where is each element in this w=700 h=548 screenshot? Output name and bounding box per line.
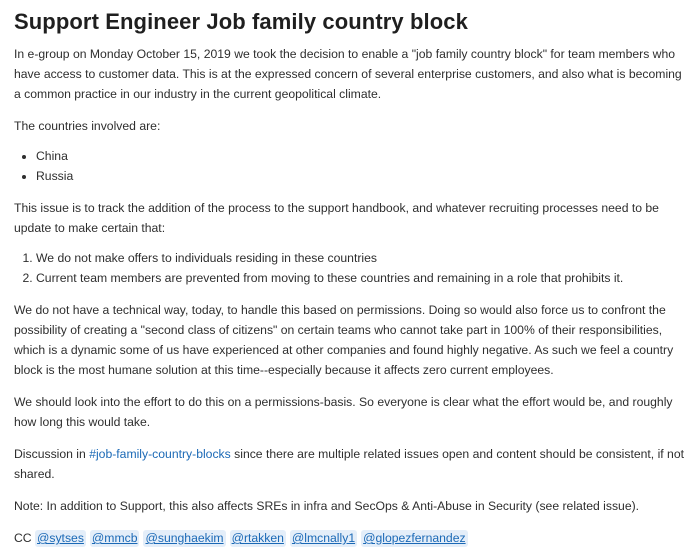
effort-paragraph: We should look into the effort to do this on a permissions-basis. So everyone is clear what the effort would be, and roughly how long this would take.: [14, 395, 673, 429]
discussion-paragraph: [14, 444, 690, 484]
user-mention[interactable]: @mmcb: [91, 531, 138, 545]
note-paragraph: Note: In addition to Support, this also affects SREs in infra and SecOps & Anti-Abuse in Security (see related issue).: [14, 499, 640, 513]
conditions-list: [14, 248, 690, 288]
user-mention[interactable]: @glopezfernandez: [363, 531, 466, 545]
countries-list: [14, 146, 690, 186]
channel-link[interactable]: #job-family-country-blocks: [89, 447, 231, 461]
list-item: 2. Current team members are prevented from moving to these countries and remaining in a role that prohibits it.: [36, 268, 690, 288]
user-mention[interactable]: @lmcnally1: [291, 531, 356, 545]
list-item: • China: [36, 146, 690, 166]
discussion-prefix: Discussion in: [14, 447, 90, 461]
cc-line: [14, 528, 690, 548]
discussion-suffix: since there are multiple related issues open and content should be consistent, if not shared.: [14, 447, 684, 481]
countries-intro: The countries involved are:: [14, 119, 161, 133]
user-mention[interactable]: @sunghaekim: [145, 531, 224, 545]
list-item: • Russia: [36, 166, 690, 186]
permissions-paragraph: We do not have a technical way, today, to handle this based on permissions. Doing so would also force us to confront the possibility of creating a "second class of citizens" on certain teams who cannot take part in 100% of their responsibilities, which is a dynamic some of us have experienced at other companies and found highly negative. As such we feel a country block is the most humane solution at this time--especially because it affects zero current employees.: [14, 303, 674, 377]
issue-title: Support Engineer Job family country block: [14, 9, 468, 34]
list-item: 1. We do not make offers to individuals residing in these countries: [36, 248, 690, 268]
user-mention[interactable]: @rtakken: [231, 531, 284, 545]
intro-paragraph: In e-group on Monday October 15, 2019 we took the decision to enable a "job family country block" for team members who have access to customer data. This is at the expressed concern of several enterprise customers, and also what is becoming a common practice in our industry in the current geopolitical climate.: [14, 47, 682, 101]
cc-label: CC: [14, 531, 35, 545]
user-mention[interactable]: @sytses: [37, 531, 84, 545]
tracking-paragraph: This issue is to track the addition of the process to the support handbook, and whatever recruiting processes need to be update to make certain that:: [14, 201, 659, 235]
